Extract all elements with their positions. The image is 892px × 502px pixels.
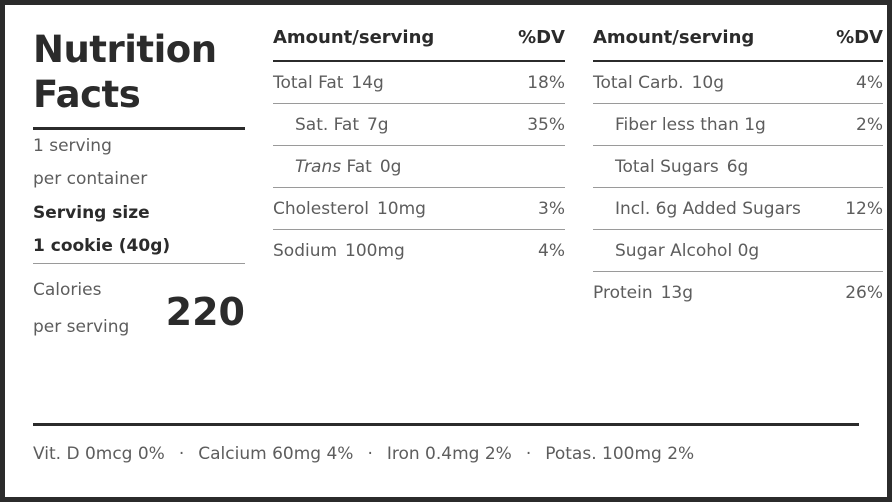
serving-size-value: 1 cookie (40g)	[33, 235, 171, 256]
table-row	[593, 187, 883, 229]
micronutrient-vitamin-d: Vit. D 0mcg 0%	[33, 444, 165, 464]
micronutrient-separator: ·	[525, 444, 532, 464]
table-row	[593, 229, 883, 271]
table-row	[273, 229, 565, 271]
nutrient-dv: 4%	[538, 241, 565, 261]
right-dv-header: %DV	[836, 27, 883, 48]
micronutrient-separator: ·	[178, 444, 185, 464]
calories-per-serving-label: per serving	[33, 317, 130, 338]
right-nutrient-column	[593, 27, 883, 313]
serving-size-label: Serving size	[33, 202, 150, 223]
nutrient-amount: 13g	[660, 283, 694, 303]
right-amount-header: Amount/serving	[593, 27, 755, 48]
nutrient-dv: 18%	[527, 73, 565, 93]
label-columns	[33, 27, 883, 419]
nutrient-amount: 7g	[366, 115, 389, 135]
nutrient-name: Total Carb.	[593, 73, 684, 93]
nutrient-name: Protein	[593, 283, 653, 303]
nutrient-name: Fiber less than 1g	[615, 115, 766, 135]
nutrient-name: Fat	[346, 157, 372, 177]
calories-text	[33, 272, 129, 347]
middle-column-header	[273, 27, 565, 60]
servings-per-container-line-1: 1 serving	[33, 136, 112, 157]
middle-nutrient-column	[273, 27, 565, 271]
calories-label: Calories	[33, 279, 102, 300]
left-column	[33, 27, 245, 354]
nutrient-name: Total Fat	[273, 73, 344, 93]
micronutrient-potassium: Potas. 100mg 2%	[545, 444, 695, 464]
micronutrient-separator: ·	[367, 444, 373, 464]
nutrient-amount	[759, 241, 767, 261]
nutrient-name: Incl. 6g Added Sugars	[615, 199, 801, 219]
table-row	[273, 145, 565, 187]
label-title-line-2: Facts	[33, 73, 141, 117]
table-row	[273, 103, 565, 145]
nutrient-amount: 10mg	[376, 199, 426, 219]
micronutrient-row	[33, 426, 859, 464]
nutrient-dv: 4%	[856, 73, 883, 93]
nutrient-name: Total Sugars	[615, 157, 719, 177]
calories-value: 220	[165, 289, 245, 334]
table-row	[273, 187, 565, 229]
table-row	[593, 103, 883, 145]
nutrient-dv: 3%	[538, 199, 565, 219]
calories-block	[33, 268, 245, 354]
table-row	[593, 145, 883, 187]
table-row	[593, 271, 883, 313]
nutrient-name: Sugar Alcohol 0g	[615, 241, 760, 261]
nutrient-dv: 35%	[527, 115, 565, 135]
nutrient-amount: 10g	[691, 73, 725, 93]
nutrient-name: Sodium	[273, 241, 338, 261]
nutrient-dv: 26%	[845, 283, 883, 303]
micronutrient-calcium: Calcium 60mg 4%	[198, 444, 354, 464]
label-title-line-1: Nutrition	[33, 28, 217, 71]
nutrient-name: Cholesterol	[273, 199, 369, 219]
serving-size-divider	[33, 263, 245, 264]
nutrient-amount: 6g	[726, 157, 749, 177]
nutrient-amount: 0g	[379, 157, 402, 177]
table-row	[273, 60, 565, 103]
nutrient-dv: 2%	[856, 115, 883, 135]
label-content	[33, 27, 883, 483]
micronutrient-iron: Iron 0.4mg 2%	[386, 444, 512, 464]
servings-per-container-line-2: per container	[33, 169, 148, 190]
nutrient-amount	[766, 115, 774, 135]
middle-amount-header: Amount/serving	[273, 27, 435, 48]
nutrient-amount: 100mg	[345, 241, 405, 261]
nutrient-name: Sat. Fat	[295, 115, 359, 135]
table-row	[593, 60, 883, 103]
nutrient-amount	[801, 199, 809, 219]
middle-dv-header: %DV	[518, 27, 565, 48]
nutrient-amount: 14g	[351, 73, 384, 93]
nutrient-dv: 12%	[845, 199, 883, 219]
right-column-header	[593, 27, 883, 60]
nutrient-name-italic: Trans	[295, 157, 342, 177]
